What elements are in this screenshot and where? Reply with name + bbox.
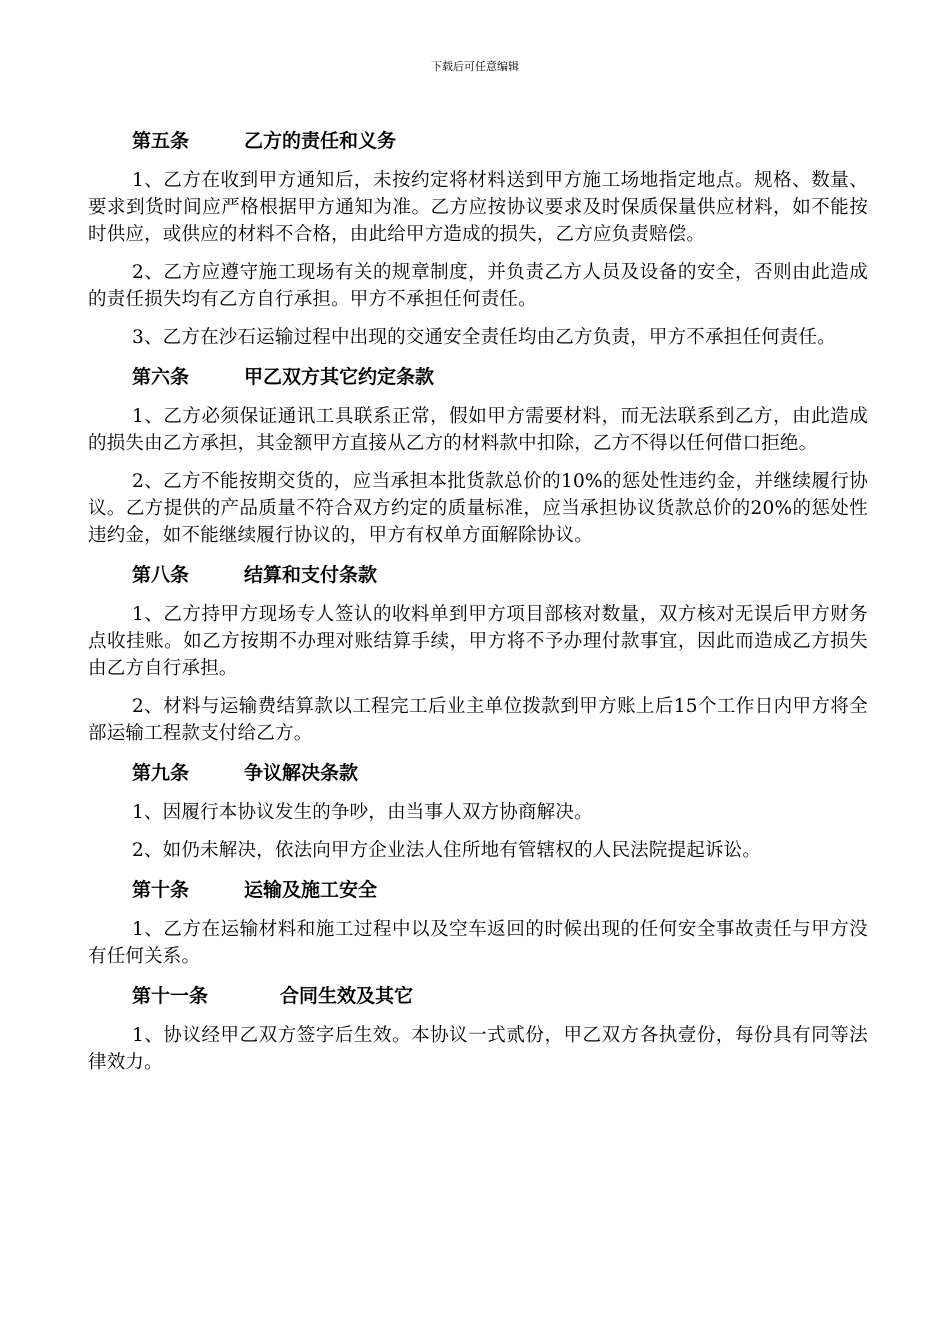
article-number: 第六条 bbox=[132, 366, 190, 388]
article-9 bbox=[88, 758, 868, 864]
paragraph: 1、乙方持甲方现场专人签认的收料单到甲方项目部核对数量，双方核对无误后甲方财务点收挂账。如乙方按期不办理对账结算手续，甲方将不予办理付款事宜，因此而造成乙方损失由乙方自行承担。 bbox=[88, 604, 868, 679]
article-heading bbox=[88, 362, 868, 392]
article-title: 争议解决条款 bbox=[244, 762, 359, 784]
article-heading bbox=[88, 126, 868, 156]
paragraph: 2、乙方不能按期交货的，应当承担本批货款总价的10%的惩处性违约金，并继续履行协议。乙方提供的产品质量不符合双方约定的质量标准，应当承担协议货款总价的20%的惩处性违约金，如不能继续履行协议的，甲方有权单方面解除协议。 bbox=[88, 471, 868, 546]
paragraph: 1、乙方在运输材料和施工过程中以及空车返回的时候出现的任何安全事故责任与甲方没有任何关系。 bbox=[88, 919, 868, 967]
article-number: 第十一条 bbox=[132, 985, 209, 1007]
article-6 bbox=[88, 362, 868, 549]
article-8 bbox=[88, 560, 868, 747]
document-body bbox=[88, 126, 868, 1087]
article-title: 乙方的责任和义务 bbox=[244, 130, 397, 152]
article-title: 合同生效及其它 bbox=[280, 985, 414, 1007]
paragraph: 1、乙方必须保证通讯工具联系正常，假如甲方需要材料，而无法联系到乙方，由此造成的损失由乙方承担，其金额甲方直接从乙方的材料款中扣除，乙方不得以任何借口拒绝。 bbox=[88, 406, 868, 454]
article-10 bbox=[88, 875, 868, 970]
article-heading bbox=[88, 560, 868, 590]
article-title: 运输及施工安全 bbox=[244, 879, 378, 901]
page-header-note: 下载后可任意编辑 bbox=[431, 60, 519, 73]
paragraph: 1、乙方在收到甲方通知后，未按约定将材料送到甲方施工场地指定地点。规格、数量、要求到货时间应严格根据甲方通知为准。乙方应按协议要求及时保质保量供应材料，如不能按时供应，或供应的材料不合格，由此给甲方造成的损失，乙方应负责赔偿。 bbox=[88, 170, 868, 245]
article-heading bbox=[88, 758, 868, 788]
article-number: 第八条 bbox=[132, 564, 190, 586]
article-heading bbox=[88, 875, 868, 905]
paragraph: 3、乙方在沙石运输过程中出现的交通安全责任均由乙方负责，甲方不承担任何责任。 bbox=[132, 327, 836, 348]
paragraph: 1、因履行本协议发生的争吵，由当事人双方协商解决。 bbox=[132, 802, 593, 823]
article-number: 第五条 bbox=[132, 130, 190, 152]
article-number: 第十条 bbox=[132, 879, 190, 901]
paragraph: 2、如仍未解决，依法向甲方企业法人住所地有管辖权的人民法院提起诉讼。 bbox=[132, 840, 762, 861]
paragraph: 2、材料与运输费结算款以工程完工后业主单位拨款到甲方账上后15个工作日内甲方将全部运输工程款支付给乙方。 bbox=[88, 696, 868, 744]
article-title: 结算和支付条款 bbox=[244, 564, 378, 586]
paragraph: 2、乙方应遵守施工现场有关的规章制度，并负责乙方人员及设备的安全，否则由此造成的责任损失均有乙方自行承担。甲方不承担任何责任。 bbox=[88, 262, 868, 310]
article-number: 第九条 bbox=[132, 762, 190, 784]
paragraph: 1、协议经甲乙双方签字后生效。本协议一式贰份，甲乙双方各执壹份，每份具有同等法律效力。 bbox=[88, 1025, 868, 1073]
article-heading bbox=[88, 981, 868, 1011]
article-title: 甲乙双方其它约定条款 bbox=[244, 366, 435, 388]
article-11 bbox=[88, 981, 868, 1076]
article-5 bbox=[88, 126, 868, 351]
